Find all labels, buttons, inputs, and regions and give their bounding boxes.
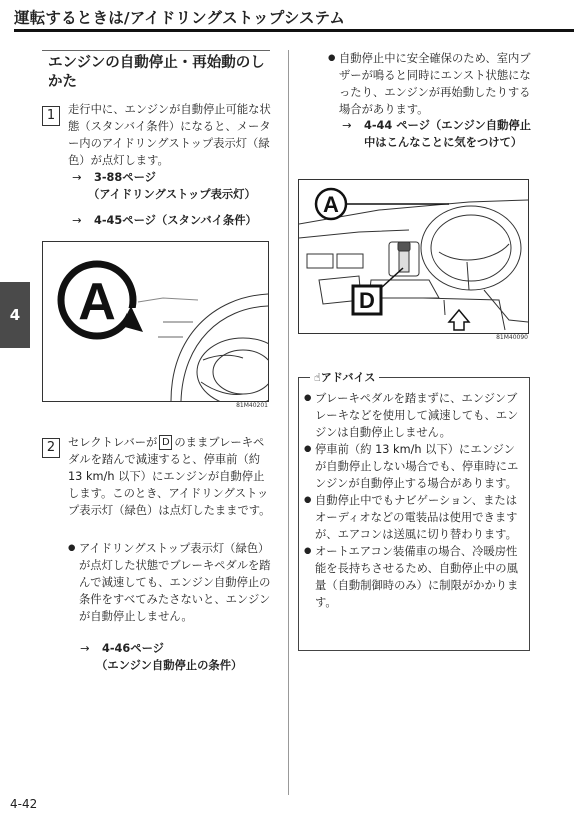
step1-ref-2 [72,212,282,229]
section-title: エンジンの自動停止・再始動のしかた [48,55,265,90]
list-item: ● オートエアコン装備車の場合、冷暖房性能を長持ちさせるため、自動停止中の風量（自動制御時のみ）に制限がかかります。 [304,543,524,611]
figure-cockpit [298,179,529,334]
advice-label-text: アドバイス [320,371,376,384]
ref-arrow: → [80,642,90,655]
advice-list [304,390,524,611]
ref-link[interactable]: 4-46ページ [102,642,164,655]
chapter-tab: 4 [0,282,30,348]
header-rule [14,29,574,32]
list-item: ● アイドリングストップ表示灯（緑色）が点灯した状態でブレーキペダルを踏んで減速しても、エンジン自動停止の条件をすべてみたさないと、エンジンが自動停止しません。 [68,540,272,625]
step2-text-after: のままブレーキペダルを踏んで減速すると、停車前（約 13 km/h 以下）にエンジンが自動停止します。このとき、アイドリングストップ表示灯（緑色）は点灯したままです。 [68,436,271,517]
ref-arrow: → [72,171,82,184]
list-item: ● 停車前（約 13 km/h 以下）にエンジンが自動停止しない場合でも、停車時にエンジンが自動停止する場合があります。 [304,441,524,492]
hand-icon: ☝ [314,371,321,384]
gear-d-badge: D [159,435,172,450]
section-rule [42,50,270,51]
page-number: 4-42 [10,797,38,811]
figure-id: 81M40201 [236,402,268,409]
ref-link[interactable]: 3-88ページ [94,171,156,184]
step2-ref [80,640,280,674]
column-divider [288,50,289,795]
step2-bullets [68,540,272,625]
ref-link[interactable]: 4-45ページ（スタンバイ条件） [94,214,257,227]
meter-illustration [43,242,268,401]
ref-subtitle: （アイドリングストップ表示灯） [88,188,256,201]
list-item: ● 自動停止中に安全確保のため、室内ブザーが鳴ると同時にエンスト状態になったり、エンジンが再始動したりする場合があります。 [328,50,532,118]
step-number-1: 1 [42,106,60,126]
ref-subtitle: （エンジン自動停止の条件） [96,659,243,672]
step1-text: 走行中に、エンジンが自動停止可能な状態（スタンバイ条件）になると、メーター内のアイドリングストップ表示灯（緑色）が点灯します。 [68,103,271,167]
right-top-bullets [328,50,532,118]
gear-letter-d: D [359,288,375,313]
step-number-2: 2 [42,438,60,458]
list-item: ● ブレーキペダルを踏まずに、エンジンブレーキなどを使用して減速しても、エンジンは自動停止しません。 [304,390,524,441]
step2-text-before: セレクトレバーが [68,436,158,449]
step2-text [68,434,272,519]
figure-indicator-light [42,241,269,402]
header-title: 運転するときは/アイドリングストップシステム [14,9,346,27]
cockpit-illustration [299,180,528,333]
advice-label [310,369,379,385]
figure-id: 81M40090 [496,334,528,341]
ref-link[interactable]: 4-44 ページ（エンジン自動停止中はこんなことに気をつけて） [364,119,531,149]
ref-arrow: → [342,119,352,132]
ref-arrow: → [72,214,82,227]
indicator-letter-a: A [323,192,339,217]
indicator-letter: A [78,273,116,331]
right-top-ref [342,117,532,151]
list-item: ● 自動停止中でもナビゲーション、またはオーディオなどの電装品は使用できますが、エアコンは送風に切り替わります。 [304,492,524,543]
step1-ref-1 [72,169,282,203]
